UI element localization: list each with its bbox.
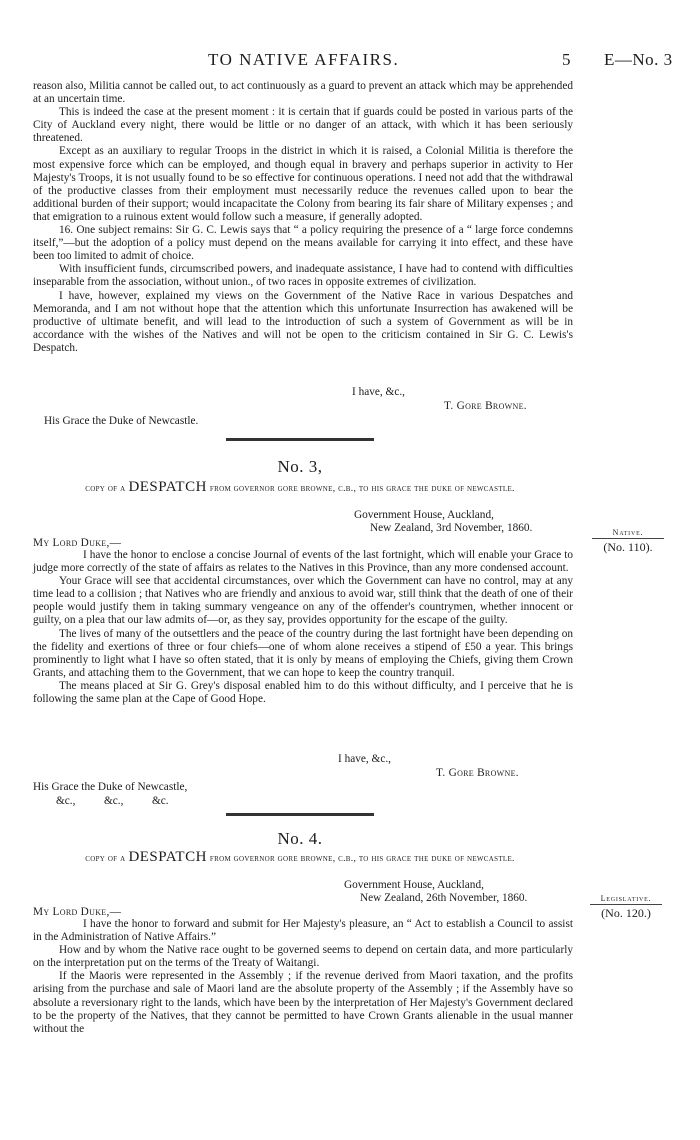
caption-heading: DESPATCH: [128, 849, 207, 865]
caption-prefix: copy of a: [85, 483, 126, 494]
margin-reference: (No. 120.): [601, 906, 651, 920]
despatch-3-paragraph: I have the honor to enclose a concise Journal of events of the last fortnight, which will enable your Grace to judge more correctly of the state of affairs as relates to the Natives in this Province, than any more condensed account.: [33, 549, 573, 575]
page-header: [0, 50, 700, 74]
despatch-3-etc: &c.: [152, 795, 169, 807]
despatch-4-address-line-1: Government House, Auckland,: [344, 879, 484, 891]
despatch-3-etc: &c.,: [56, 795, 76, 807]
despatch-4-margin-note: [590, 894, 662, 921]
despatch-4-paragraph: I have the honor to forward and submit for Her Majesty's pleasure, an “ Act to establish a Council to assist in the Administration of Native Affairs.”: [33, 918, 573, 944]
despatch-3-caption: [30, 481, 570, 495]
despatch-4-caption: [30, 851, 570, 865]
intro-paragraph: With insufficient funds, circumscribed powers, and inadequate assistance, I have had to contend with difficulties inseparable from the association, without union., of two races in opposite extremes of civilization.: [33, 263, 573, 289]
despatch-3-etc: &c.,: [104, 795, 124, 807]
despatch-3-number: No. 3,: [277, 457, 323, 476]
despatch-4-number: No. 4.: [277, 829, 323, 848]
intro-paragraph: reason also, Militia cannot be called out, to act continuously as a guard to prevent an attack which may be apprehended at an uncertain time.: [33, 80, 573, 106]
intro-section: [33, 80, 573, 355]
despatch-3-paragraph: The means placed at Sir G. Grey's disposal enabled him to do this without difficulty, and I perceive that he is following the same plan at the Cape of Good Hope.: [33, 679, 573, 706]
intro-paragraph: Except as an auxiliary to regular Troops in the district in which it is raised, a Colonial Militia is therefore the most expensive force which can be employed, and though equal in bravery and perhaps superior in activity to Her Majesty's Troops, it is not usually found to be so effective for continuous operations. I need not add that the withdrawal of the productive classes from their employment must necessarily reduce the revenues called upon to bear the additional burden of their support; would incapacitate the Colony from bearing its fair share of Military expenses ; and that emigration to a ruinous extent would follow such a measure, if generally adopted.: [33, 145, 573, 223]
despatch-4-paragraph: If the Maoris were represented in the Assembly ; if the revenue derived from Maori taxation, and the profits arising from the purchase and sale of Maori land are the absolute property of the Assembly ; if the Assembly have so absolute a reversionary right to the lands, which have been by the interpretation of Her Majesty's Government declared to be the property of the Natives, that they cannot be permitted to have Crown Grants alienable in the usual manner without the: [33, 970, 573, 1035]
despatch-4-paragraph: How and by whom the Native race ought to be governed seems to depend on certain data, and more particularly on the interpretation put on the terms of the Treaty of Waitangi.: [33, 944, 573, 970]
section-divider: [226, 438, 374, 441]
despatch-3-closing: I have, &c.,: [338, 753, 392, 765]
margin-category: Legislative.: [590, 894, 662, 905]
intro-paragraph: This is indeed the case at the present moment : it is certain that if guards could be posted in various parts of the City of Auckland every night, there would be little or no danger of an attack, with which it has been seriously threatened.: [33, 106, 573, 145]
despatch-3-address-line-1: Government House, Auckland,: [354, 509, 494, 521]
caption-suffix: from governor gore browne, c.b., to his grace the duke of newcastle.: [209, 483, 515, 494]
intro-closing: I have, &c.,: [352, 386, 406, 398]
caption-suffix: from governor gore browne, c.b., to his grace the duke of newcastle.: [209, 853, 515, 864]
margin-reference: (No. 110).: [603, 540, 653, 554]
despatch-3-body: [33, 549, 573, 706]
despatch-3-salutation: My Lord Duke,—: [33, 537, 122, 549]
margin-category: Native.: [592, 528, 664, 539]
despatch-3-signature: T. Gore Browne.: [436, 767, 519, 779]
intro-addressee: His Grace the Duke of Newcastle.: [44, 415, 199, 427]
despatch-3-address-line-2: New Zealand, 3rd November, 1860.: [370, 522, 533, 534]
despatch-4-address-line-2: New Zealand, 26th November, 1860.: [360, 892, 528, 904]
despatch-3-margin-note: [592, 528, 664, 555]
document-code: E—No. 3: [604, 50, 673, 69]
despatch-3-paragraph: The lives of many of the outsettlers and the peace of the country during the last fortnight have been depending on the fidelity and exertions of three or four chiefs—one of whom alone receives a stipend of £50 a year. This brings prominently to light what I have so often stated, that it is only by means of employing the Chiefs, giving them Crown Grants, and attaching them to the Government, that we can hope to keep the country tranquil.: [33, 627, 573, 679]
intro-paragraph: 16. One subject remains: Sir G. C. Lewis says that “ a policy requiring the presence of a “ large force condemns itself,”—but the adoption of a policy must depend on the means available for carrying it into effect, and these have been too limited to admit of choice.: [33, 224, 573, 263]
header-title: TO NATIVE AFFAIRS.: [208, 50, 400, 69]
despatch-3-paragraph: Your Grace will see that accidental circumstances, over which the Government can have no control, may at any time lead to a collision ; that Natives who are friendly and anxious to avoid war, still think that the death of one of their people would justify them in taking summary vengeance on any of the offender's countrymen, whether innocent or guilty, on a plea that our law admits of—or, as they say, provides opportunity for the escape of the guilty.: [33, 575, 573, 627]
section-divider: [226, 813, 374, 816]
despatch-4-body: [33, 918, 573, 1036]
caption-heading: DESPATCH: [128, 479, 207, 495]
intro-signature: T. Gore Browne.: [444, 400, 527, 412]
page-number: 5: [562, 50, 571, 69]
intro-paragraph: I have, however, explained my views on the Government of the Native Race in various Despatches and Memoranda, and I am not without hope that the attention which this unfortunate Insurrection has awakened will be productive of ultimate benefit, and will lead to the introduction of such a system of Government as will be in accordance with the wishes of the Natives and will not be open to the criticism contained in Sir G. C. Lewis's Despatch.: [33, 289, 573, 354]
despatch-4-salutation: My Lord Duke,—: [33, 906, 122, 918]
despatch-3-addressee: His Grace the Duke of Newcastle,: [33, 781, 188, 793]
caption-prefix: copy of a: [85, 853, 126, 864]
